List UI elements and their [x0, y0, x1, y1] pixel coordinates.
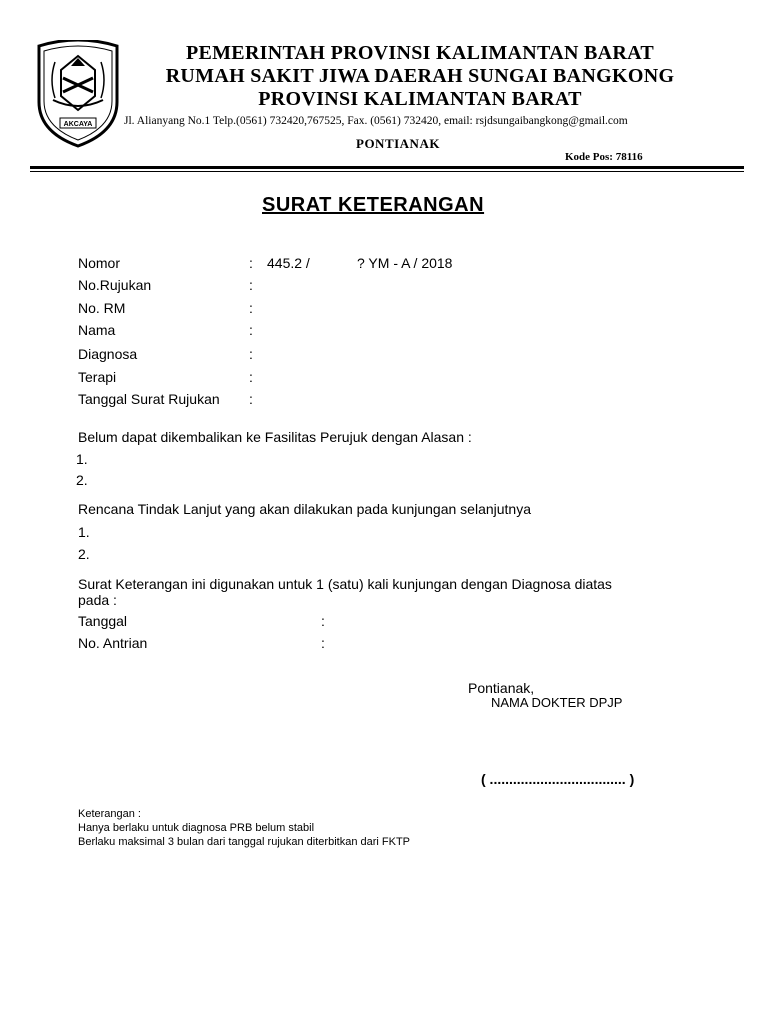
plan-heading: Rencana Tindak Lanjut yang akan dilakukan pada kunjungan selanjutnya	[78, 501, 532, 517]
usage-line-1: Surat Keterangan ini digunakan untuk 1 (satu) kali kunjungan dengan Diagnosa diatas	[78, 576, 612, 592]
header-postcode: Kode Pos: 78116	[565, 151, 643, 163]
field-label-tanggal-surat-rujukan: Tanggal Surat Rujukan	[78, 391, 220, 407]
signature-place: Pontianak,	[468, 680, 535, 696]
field-value-nomor: 445.2 /	[267, 255, 310, 271]
field-label-nama: Nama	[78, 322, 116, 338]
field-colon: :	[249, 346, 253, 362]
reason-heading: Belum dapat dikembalikan ke Fasilitas Perujuk dengan Alasan :	[78, 429, 472, 445]
field-colon: :	[249, 391, 253, 407]
usage-line-2: pada :	[78, 592, 117, 608]
notes-heading: Keterangan :	[78, 808, 141, 820]
usage-tanggal-colon: :	[321, 613, 325, 629]
header-rule-thin	[30, 171, 744, 172]
header-city: PONTIANAK	[356, 136, 440, 151]
header-line-1: PEMERINTAH PROVINSI KALIMANTAN BARAT	[185, 42, 655, 64]
header-address: Jl. Alianyang No.1 Telp.(0561) 732420,767525, Fax. (0561) 732420, email: rsjdsungaibangkong@gmail.com	[124, 115, 628, 127]
signature-blank: ( ................................... )	[481, 771, 635, 787]
header-line-3: PROVINSI KALIMANTAN BARAT	[258, 88, 582, 110]
field-label-terapi: Terapi	[78, 369, 117, 385]
field-label-diagnosa: Diagnosa	[78, 346, 138, 362]
field-value-nomor-suffix: ? YM - A / 2018	[357, 255, 453, 271]
usage-antrian-colon: :	[321, 635, 325, 651]
reason-item-1: 1.	[76, 451, 88, 467]
field-colon: :	[249, 322, 253, 338]
usage-antrian-label: No. Antrian	[78, 635, 148, 651]
akcaya-emblem	[33, 40, 123, 150]
signature-doctor: NAMA DOKTER DPJP	[491, 695, 623, 710]
notes-line-2: Berlaku maksimal 3 bulan dari tanggal rujukan diterbitkan dari FKTP	[78, 836, 410, 848]
header-line-2: RUMAH SAKIT JIWA DAERAH SUNGAI BANGKONG	[165, 65, 675, 87]
usage-tanggal-label: Tanggal	[78, 613, 128, 629]
document-title: SURAT KETERANGAN	[262, 194, 485, 216]
plan-item-1: 1.	[78, 524, 90, 540]
field-colon: :	[249, 255, 253, 271]
field-colon: :	[249, 300, 253, 316]
field-label-no-rujukan: No.Rujukan	[78, 277, 152, 293]
notes-line-1: Hanya berlaku untuk diagnosa PRB belum stabil	[78, 822, 315, 834]
logo-text: AKCAYA	[63, 121, 93, 128]
field-label-nomor: Nomor	[78, 255, 121, 271]
field-colon: :	[249, 277, 253, 293]
field-label-no-rm: No. RM	[78, 300, 126, 316]
header-rule-thick	[30, 166, 744, 169]
plan-item-2: 2.	[78, 546, 90, 562]
reason-item-2: 2.	[76, 472, 88, 488]
field-colon: :	[249, 369, 253, 385]
